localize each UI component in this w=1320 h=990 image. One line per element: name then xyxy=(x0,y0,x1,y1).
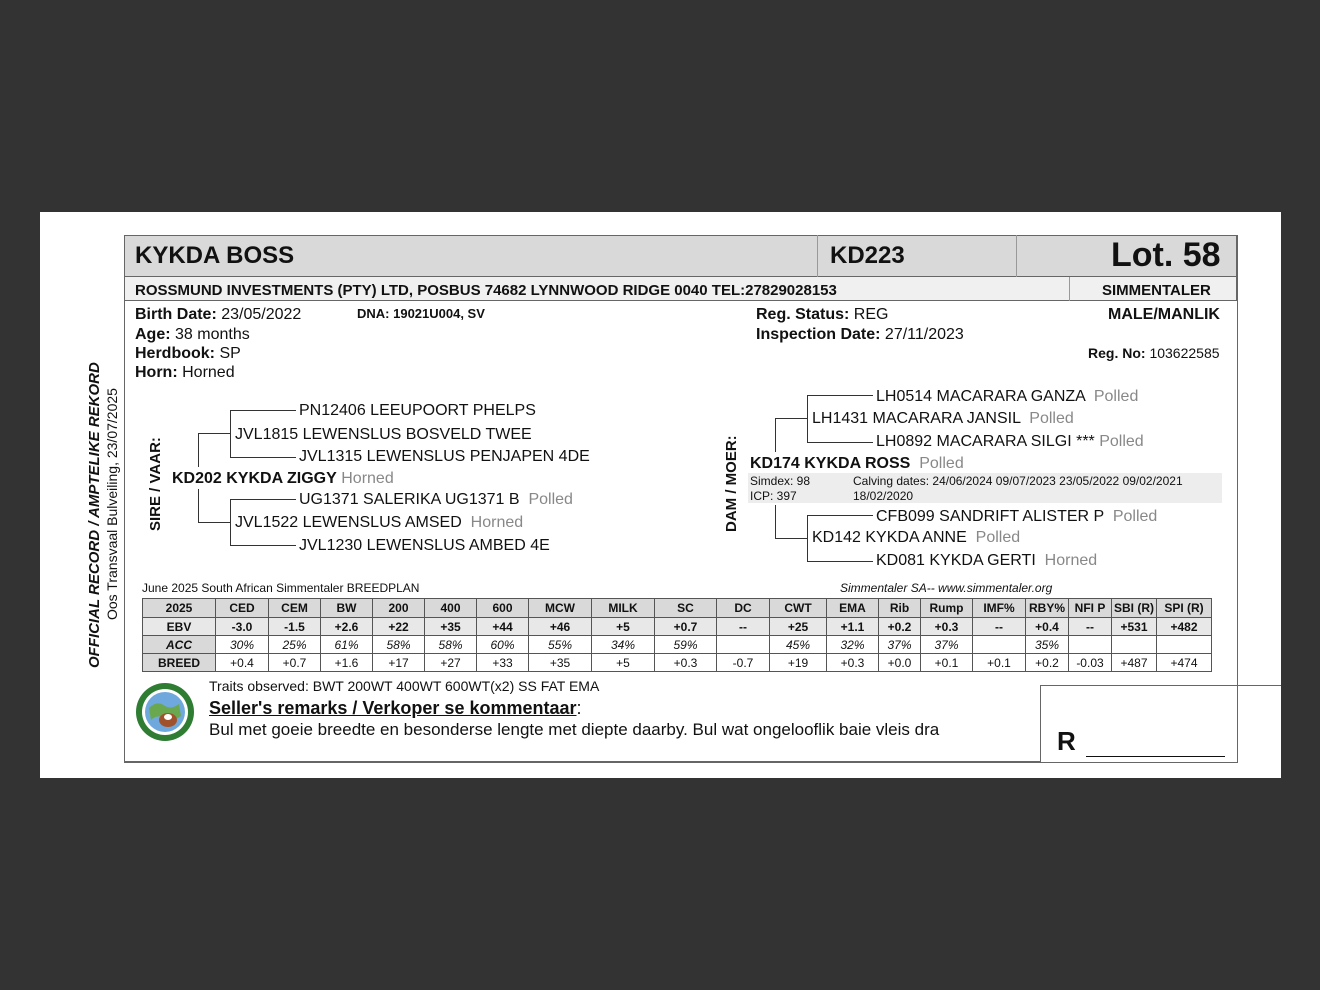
cell: 25% xyxy=(269,636,321,654)
breed-row xyxy=(143,654,1212,672)
row-label: ACC xyxy=(143,636,216,654)
cell: +0.4 xyxy=(1026,618,1069,636)
cell: 58% xyxy=(425,636,477,654)
cell: +0.4 xyxy=(216,654,269,672)
acc-row xyxy=(143,636,1212,654)
cell: +2.6 xyxy=(321,618,373,636)
col-header: CWT xyxy=(770,599,827,618)
col-header: 600 xyxy=(477,599,529,618)
cell: +27 xyxy=(425,654,477,672)
remarks-heading: Seller's remarks / Verkoper se kommentaar: xyxy=(209,698,582,718)
col-header: Rump xyxy=(921,599,973,618)
cell: 59% xyxy=(655,636,717,654)
price-input-line[interactable] xyxy=(1086,756,1225,757)
cell: +0.7 xyxy=(269,654,321,672)
col-header: CEM xyxy=(269,599,321,618)
animal-name: KYKDA BOSS xyxy=(135,242,295,269)
sex-label: MALE/MANLIK xyxy=(1108,306,1220,323)
owner-line: ROSSMUND INVESTMENTS (PTY) LTD, POSBUS 74682 LYNNWOOD RIDGE 0040 TEL:27829028153 xyxy=(135,282,837,299)
col-header: SPI (R) xyxy=(1157,599,1212,618)
col-header: EMA xyxy=(827,599,879,618)
cell: +1.1 xyxy=(827,618,879,636)
cell: 37% xyxy=(921,636,973,654)
calving-dates-cont: 18/02/2020 xyxy=(853,489,914,503)
cell: +25 xyxy=(770,618,827,636)
cell: +46 xyxy=(529,618,592,636)
cell: +0.3 xyxy=(827,654,879,672)
simdex: Simdex: 98 xyxy=(750,474,811,488)
herdbook: Herdbook: SP xyxy=(135,345,241,362)
cell: 35% xyxy=(1026,636,1069,654)
col-header: RBY% xyxy=(1026,599,1069,618)
cell: +1.6 xyxy=(321,654,373,672)
breedplan-source: Simmentaler SA-- www.simmentaler.org xyxy=(840,581,1053,595)
cell: +35 xyxy=(425,618,477,636)
cell xyxy=(1157,636,1212,654)
birth-date: Birth Date: 23/05/2022 xyxy=(135,306,302,323)
cell: +0.2 xyxy=(879,618,921,636)
cell: +22 xyxy=(373,618,425,636)
dam-sire-sire: LH0514 MACARARA GANZA Polled xyxy=(876,388,1139,405)
cell: 55% xyxy=(529,636,592,654)
cell: +17 xyxy=(373,654,425,672)
cell: 60% xyxy=(477,636,529,654)
age: Age: 38 months xyxy=(135,326,250,343)
cell: +33 xyxy=(477,654,529,672)
cell: +0.3 xyxy=(655,654,717,672)
row-label: EBV xyxy=(143,618,216,636)
inspection-date: Inspection Date: 27/11/2023 xyxy=(756,326,964,343)
col-header: 2025 xyxy=(143,599,216,618)
horn: Horn: Horned xyxy=(135,364,235,381)
cell: 34% xyxy=(592,636,655,654)
cell: +474 xyxy=(1157,654,1212,672)
cell: +0.2 xyxy=(1026,654,1069,672)
cell: 37% xyxy=(879,636,921,654)
col-header: CED xyxy=(216,599,269,618)
cell: -- xyxy=(973,618,1026,636)
cell: -- xyxy=(1069,618,1112,636)
ebv-header-row xyxy=(143,599,1212,618)
cell: 32% xyxy=(827,636,879,654)
breedplan-caption: June 2025 South African Simmentaler BREEDPLAN xyxy=(142,581,420,595)
simmentaler-logo-icon xyxy=(135,682,195,742)
cell: +0.3 xyxy=(921,618,973,636)
cell: +0.0 xyxy=(879,654,921,672)
cell: +482 xyxy=(1157,618,1212,636)
breed-label: SIMMENTALER xyxy=(1102,282,1211,299)
col-header: 200 xyxy=(373,599,425,618)
cell: 45% xyxy=(770,636,827,654)
dam-sire: LH1431 MACARARA JANSIL Polled xyxy=(812,410,1074,427)
sire-dam-dam: JVL1230 LEWENSLUS AMBED 4E xyxy=(299,537,550,554)
cell: 58% xyxy=(373,636,425,654)
ebv-table xyxy=(142,598,1212,672)
cell xyxy=(717,636,770,654)
lot-number: Lot. 58 xyxy=(1111,236,1221,274)
cell: 61% xyxy=(321,636,373,654)
sire-dam-sire: UG1371 SALERIKA UG1371 B Polled xyxy=(299,491,573,508)
lot-card xyxy=(40,212,1281,778)
dam-sire-dam: LH0892 MACARARA SILGI *** Polled xyxy=(876,433,1144,450)
sale-label: Oos Transvaal Bulveiling, 23/07/2025 xyxy=(104,388,120,620)
sire-sire-dam: JVL1315 LEWENSLUS PENJAPEN 4DE xyxy=(299,448,590,465)
cell: -3.0 xyxy=(216,618,269,636)
col-header: 400 xyxy=(425,599,477,618)
dam-dam: KD142 KYKDA ANNE Polled xyxy=(812,529,1021,546)
cell xyxy=(1112,636,1157,654)
cell xyxy=(973,636,1026,654)
col-header: SC xyxy=(655,599,717,618)
sire-dam: JVL1522 LEWENSLUS AMSED Horned xyxy=(235,514,524,531)
cell: -0.03 xyxy=(1069,654,1112,672)
col-header: DC xyxy=(717,599,770,618)
reg-status: Reg. Status: REG xyxy=(756,306,889,323)
dam-dam-dam: KD081 KYKDA GERTI Horned xyxy=(876,552,1098,569)
col-header: Rib xyxy=(879,599,921,618)
col-header: MILK xyxy=(592,599,655,618)
traits-observed: Traits observed: BWT 200WT 400WT 600WT(x2) SS FAT EMA xyxy=(209,678,600,694)
col-header: IMF% xyxy=(973,599,1026,618)
calving-dates: Calving dates: 24/06/2024 09/07/2023 23/05/2022 09/02/2021 xyxy=(853,474,1183,488)
ebv-row xyxy=(143,618,1212,636)
cell: +5 xyxy=(592,618,655,636)
cell: +531 xyxy=(1112,618,1157,636)
official-record-label: OFFICIAL RECORD / AMPTELIKE REKORD xyxy=(86,362,103,668)
cell: +19 xyxy=(770,654,827,672)
cell: +0.1 xyxy=(921,654,973,672)
dam-name: KD174 KYKDA ROSS Polled xyxy=(750,455,964,472)
animal-code: KD223 xyxy=(830,242,905,269)
sire-sire-sire: PN12406 LEEUPOORT PHELPS xyxy=(299,402,536,419)
remarks-text: Bul met goeie breedte en besonderse lengte met diepte daarby. Bul wat ongelooflik baie vleis dra xyxy=(209,720,940,739)
dna: DNA: 19021U004, SV xyxy=(357,306,485,321)
cell: -1.5 xyxy=(269,618,321,636)
icp: ICP: 397 xyxy=(750,489,797,503)
dam-dam-sire: CFB099 SANDRIFT ALISTER P Polled xyxy=(876,508,1158,525)
row-label: BREED xyxy=(143,654,216,672)
cell: 30% xyxy=(216,636,269,654)
col-header: SBI (R) xyxy=(1112,599,1157,618)
sire-label: SIRE / VAAR: xyxy=(147,437,164,531)
cell: -0.7 xyxy=(717,654,770,672)
cell xyxy=(1069,636,1112,654)
col-header: MCW xyxy=(529,599,592,618)
price-label: R xyxy=(1057,726,1076,756)
reg-no: Reg. No: 103622585 xyxy=(1088,345,1220,361)
cell: +487 xyxy=(1112,654,1157,672)
sire-name: KD202 KYKDA ZIGGY Horned xyxy=(172,470,394,487)
cell: +0.1 xyxy=(973,654,1026,672)
cell: +44 xyxy=(477,618,529,636)
cell: +35 xyxy=(529,654,592,672)
col-header: NFI P xyxy=(1069,599,1112,618)
cell: -- xyxy=(717,618,770,636)
cell: +0.7 xyxy=(655,618,717,636)
sire-sire: JVL1815 LEWENSLUS BOSVELD TWEE xyxy=(235,426,532,443)
col-header: BW xyxy=(321,599,373,618)
cell: +5 xyxy=(592,654,655,672)
dam-label: DAM / MOER: xyxy=(723,435,740,532)
